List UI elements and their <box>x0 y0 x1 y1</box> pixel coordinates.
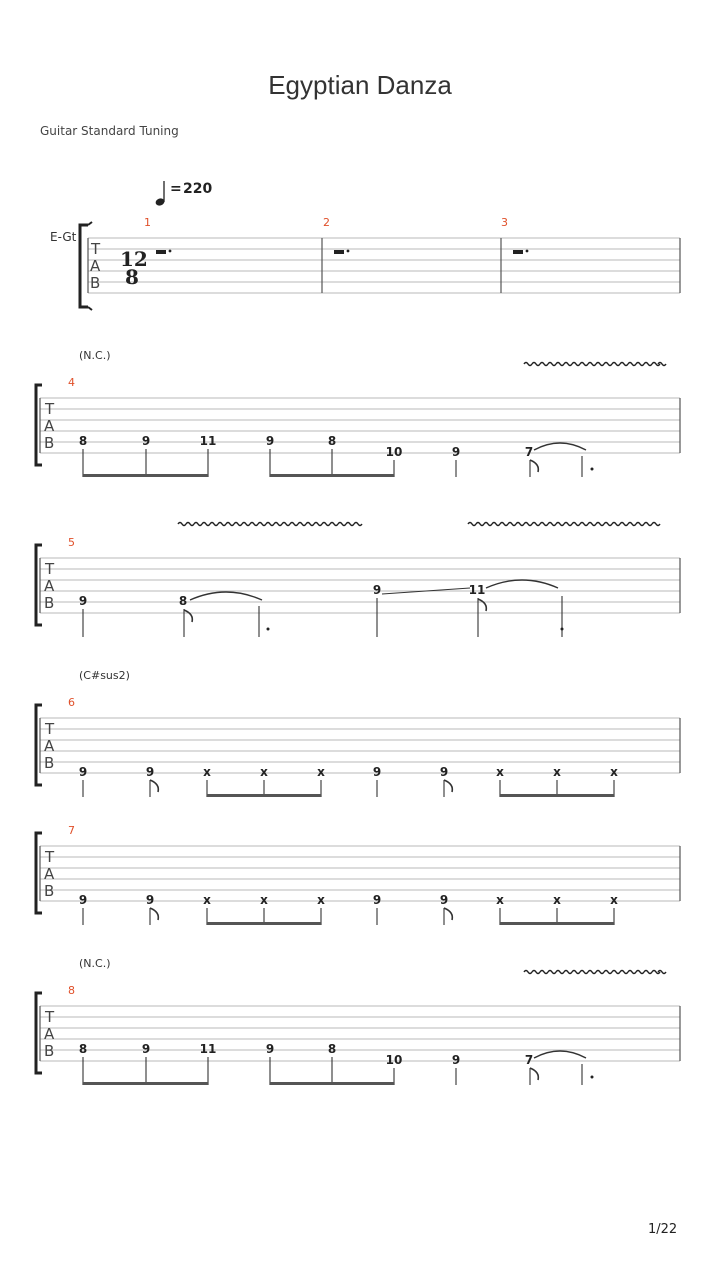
chord-label: (C#sus2) <box>79 669 130 682</box>
svg-text:B: B <box>44 882 55 900</box>
muted-note: x <box>260 765 268 779</box>
staff-bracket <box>80 225 88 307</box>
fret-number: 9 <box>78 765 88 779</box>
svg-text:A: A <box>44 417 55 435</box>
measure-number: 2 <box>323 216 330 229</box>
beams <box>207 922 614 925</box>
muted-note: x <box>610 765 618 779</box>
system-4 <box>36 669 680 797</box>
dot <box>561 628 564 631</box>
svg-text:T: T <box>45 848 55 866</box>
vibrato-marking <box>178 523 362 526</box>
tie <box>486 580 558 588</box>
barlines <box>40 1006 680 1061</box>
tab-clef <box>44 1008 55 1060</box>
muted-note: x <box>260 893 268 907</box>
svg-text:A: A <box>44 737 55 755</box>
fret-number: 9 <box>451 1053 461 1067</box>
chord-label: (N.C.) <box>79 349 111 362</box>
flag <box>530 460 538 472</box>
fret-number: 11 <box>199 434 217 448</box>
barlines <box>40 558 680 613</box>
fret-number: 8 <box>78 434 88 448</box>
tempo-marking <box>155 181 213 207</box>
svg-text:T: T <box>45 560 55 578</box>
fret-number: 9 <box>439 765 449 779</box>
time-signature <box>120 247 148 289</box>
fret-number: 9 <box>78 893 88 907</box>
fret-number: 8 <box>178 594 188 608</box>
svg-text:B: B <box>44 594 55 612</box>
muted-note: x <box>203 893 211 907</box>
muted-note: x <box>496 765 504 779</box>
dot <box>591 468 594 471</box>
measure-number: 6 <box>68 696 75 709</box>
measure-number: 8 <box>68 984 75 997</box>
flag <box>150 908 158 920</box>
tie <box>190 592 262 600</box>
muted-note: x <box>553 893 561 907</box>
muted-note: x <box>610 893 618 907</box>
system-3 <box>36 523 680 638</box>
barlines <box>88 238 680 293</box>
flag <box>150 780 158 792</box>
system-1 <box>50 216 680 310</box>
vibrato-marking <box>468 523 660 526</box>
barlines <box>40 398 680 453</box>
muted-note: x <box>553 765 561 779</box>
fret-number: 9 <box>451 445 461 459</box>
svg-text:12: 12 <box>120 247 148 271</box>
flag <box>444 908 452 920</box>
tempo-equals: = <box>170 181 182 197</box>
chord-label: (N.C.) <box>79 957 111 970</box>
staff-lines <box>88 238 680 293</box>
staff-lines <box>40 846 680 901</box>
flag <box>530 1068 538 1080</box>
muted-note: x <box>203 765 211 779</box>
tie <box>534 443 586 450</box>
fret-number: 8 <box>327 1042 337 1056</box>
dot <box>267 628 270 631</box>
svg-text:B: B <box>90 274 101 292</box>
tuning-label: Guitar Standard Tuning <box>40 124 179 138</box>
fret-number: 9 <box>78 594 88 608</box>
fret-number: 8 <box>327 434 337 448</box>
beams <box>83 474 394 477</box>
staff-lines <box>40 718 680 773</box>
staff-lines <box>40 558 680 613</box>
vibrato-marking <box>524 971 666 974</box>
svg-text:B: B <box>44 434 55 452</box>
muted-note: x <box>317 893 325 907</box>
flag <box>184 610 192 622</box>
system-2 <box>36 349 680 477</box>
dot <box>591 1076 594 1079</box>
tab-clef <box>44 400 55 452</box>
fret-number: 7 <box>524 445 534 459</box>
flag <box>478 599 486 611</box>
svg-text:A: A <box>44 1025 55 1043</box>
svg-text:T: T <box>45 1008 55 1026</box>
vibrato-marking <box>524 363 666 366</box>
staff-lines <box>40 1006 680 1061</box>
dotted-half-rests <box>156 250 528 254</box>
tab-clef <box>44 720 55 772</box>
svg-text:T: T <box>91 240 101 258</box>
svg-text:A: A <box>44 577 55 595</box>
svg-text:A: A <box>44 865 55 883</box>
fret-number: 9 <box>141 1042 151 1056</box>
song-title: Egyptian Danza <box>268 70 452 100</box>
fret-number: 9 <box>141 434 151 448</box>
muted-note: x <box>496 893 504 907</box>
fret-number: 10 <box>385 1053 403 1067</box>
instrument-label: E-Gt <box>50 230 77 244</box>
fret-number: 8 <box>78 1042 88 1056</box>
svg-text:B: B <box>44 1042 55 1060</box>
fret-number: 7 <box>524 1053 534 1067</box>
tempo-bpm: 220 <box>183 181 213 197</box>
barlines <box>40 718 680 773</box>
fret-number: 11 <box>468 583 486 597</box>
beams <box>83 1082 394 1085</box>
svg-text:A: A <box>90 257 101 275</box>
measure-number: 4 <box>68 376 75 389</box>
muted-note: x <box>317 765 325 779</box>
beams <box>207 794 614 797</box>
tie <box>534 1051 586 1058</box>
staff-lines <box>40 398 680 453</box>
tab-clef <box>44 848 55 900</box>
fret-number: 9 <box>145 765 155 779</box>
svg-text:T: T <box>45 720 55 738</box>
fret-number: 9 <box>372 583 382 597</box>
svg-text:T: T <box>45 400 55 418</box>
tab-clef <box>44 560 55 612</box>
flag <box>444 780 452 792</box>
tab-clef <box>90 240 101 292</box>
fret-number: 9 <box>372 893 382 907</box>
measure-number: 1 <box>144 216 151 229</box>
measure-number: 3 <box>501 216 508 229</box>
svg-text:8: 8 <box>125 265 139 289</box>
page-number: 1/22 <box>648 1222 678 1237</box>
fret-number: 10 <box>385 445 403 459</box>
system-5 <box>36 824 680 925</box>
svg-text:B: B <box>44 754 55 772</box>
fret-number: 9 <box>145 893 155 907</box>
barlines <box>40 846 680 901</box>
measure-number: 5 <box>68 536 75 549</box>
system-6 <box>36 957 680 1085</box>
fret-number: 9 <box>439 893 449 907</box>
fret-number: 9 <box>265 434 275 448</box>
measure-number: 7 <box>68 824 75 837</box>
fret-number: 9 <box>372 765 382 779</box>
fret-number: 9 <box>265 1042 275 1056</box>
fret-number: 11 <box>199 1042 217 1056</box>
